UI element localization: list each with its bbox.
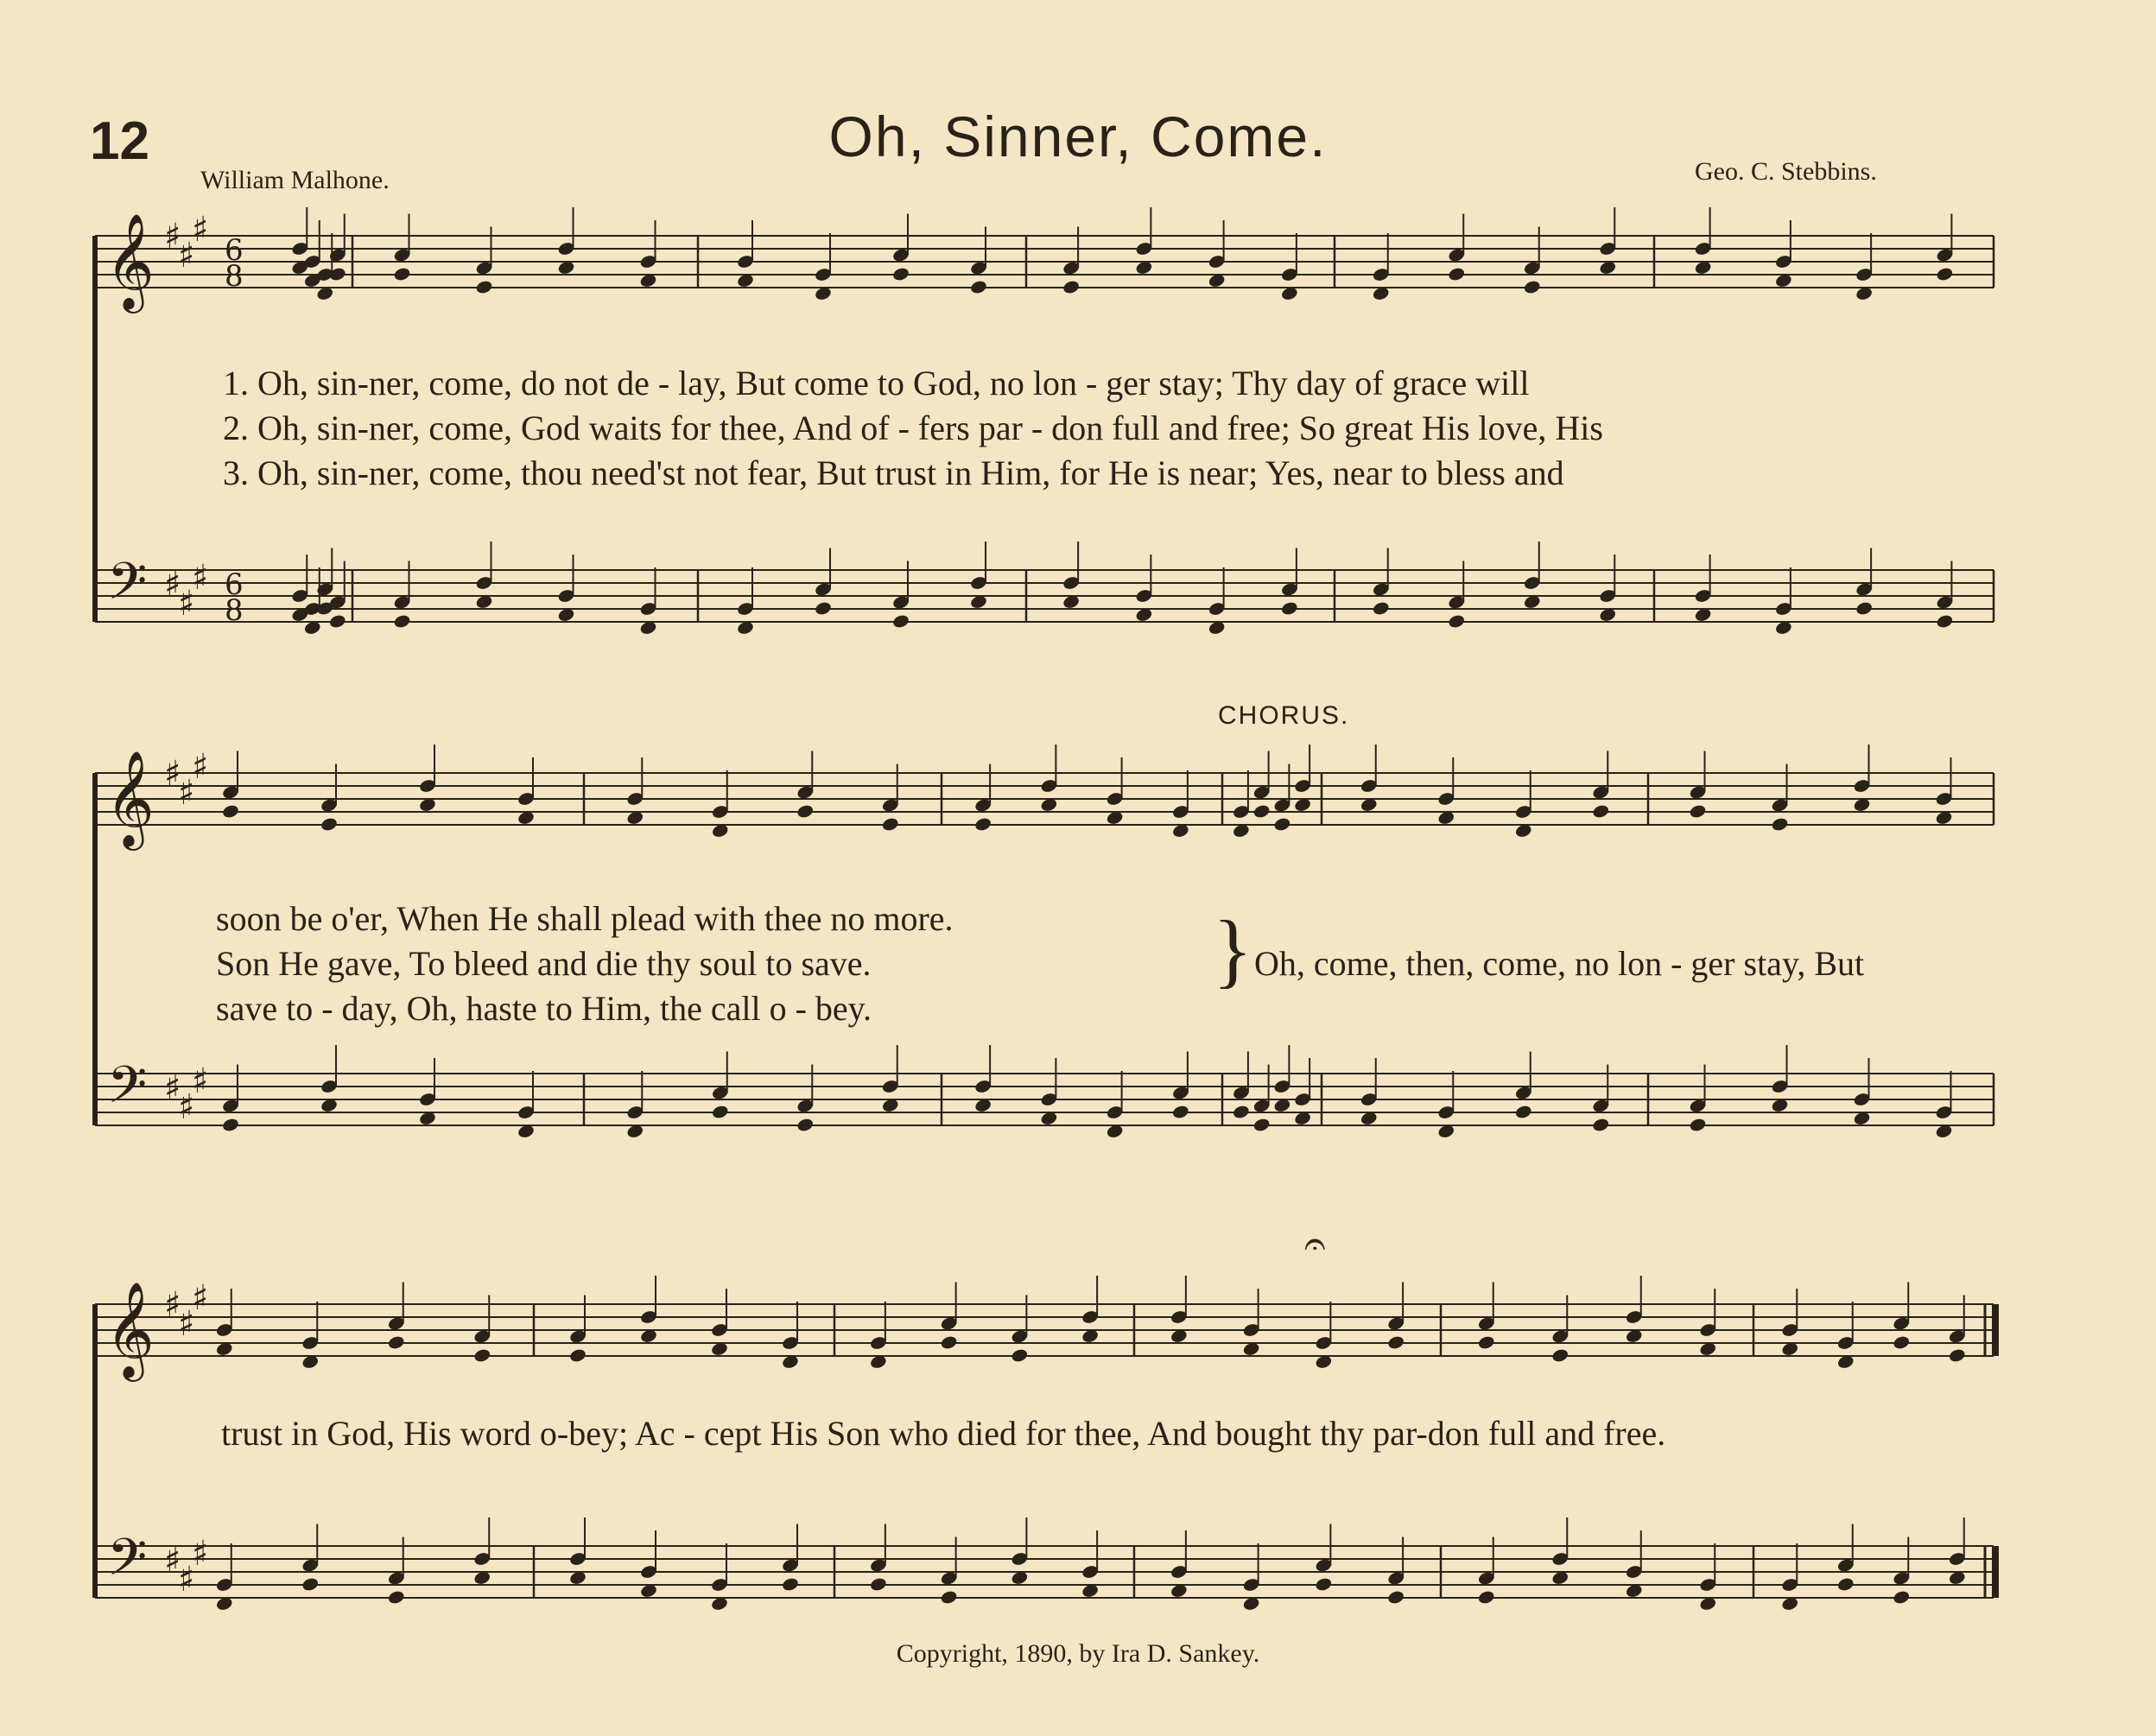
system-3-treble-notehead xyxy=(1551,1347,1569,1363)
system-3-bass-notehead xyxy=(387,1589,405,1605)
system-2-sharp-icon: ♯ xyxy=(164,1068,181,1108)
system-1-treble-notehead xyxy=(475,279,493,295)
lyric-verse-3-end: save to - day, Oh, haste to Him, the call o - bey. xyxy=(216,989,872,1028)
system-3-sharp-icon: ♯ xyxy=(164,1541,181,1581)
system-2-treble-notehead xyxy=(1252,803,1271,819)
system-3-sharp-icon: ♯ xyxy=(178,1304,195,1344)
system-3-treble-notehead xyxy=(1477,1334,1495,1350)
lyric-verse-1-end: soon be o'er, When He shall plead with thee no more. xyxy=(216,899,954,938)
system-2-treble-notehead xyxy=(1771,816,1789,832)
system-1-treble-notehead xyxy=(1062,279,1080,295)
lyric-verse-1: 1. Oh, sin-ner, come, do not de - lay, But come to God, no lon - ger stay; Thy day of grace will xyxy=(223,364,1530,402)
time-signature-top: 6 xyxy=(225,233,244,268)
time-signature-bottom: 8 xyxy=(225,259,244,294)
system-1-sharp-icon: ♯ xyxy=(192,210,209,250)
system-2-bass-notehead xyxy=(1171,1104,1189,1119)
system-2-sharp-icon: ♯ xyxy=(192,747,209,787)
lyric-chorus-1: Oh, come, then, come, no lon - ger stay, But xyxy=(1254,944,1865,983)
system-2-bass-notehead xyxy=(221,1117,239,1132)
system-2-bass-notehead xyxy=(796,1117,815,1132)
system-2-bass-notehead xyxy=(711,1104,729,1119)
system-3-bass-clef-icon: 𝄢 xyxy=(107,1527,148,1600)
system-3-bass-notehead xyxy=(1315,1576,1333,1592)
time-signature-bottom: 8 xyxy=(225,593,244,628)
system-3-sharp-icon: ♯ xyxy=(192,1278,209,1318)
system-2-treble-notehead xyxy=(1592,803,1610,819)
system-1-sharp-icon: ♯ xyxy=(164,565,181,605)
copyright-notice: Copyright, 1890, by Ira D. Sankey. xyxy=(896,1639,1260,1668)
system-2-sharp-icon: ♯ xyxy=(178,773,195,813)
system-1-treble-notehead xyxy=(1448,266,1466,282)
system-1-bass-clef-icon: 𝄢 xyxy=(107,551,148,624)
system-2-treble-notehead xyxy=(221,803,239,819)
system-2-treble-clef-icon: 𝄞 xyxy=(105,750,155,846)
system-2-treble-notehead xyxy=(1689,803,1707,819)
system-1-bass-notehead xyxy=(814,600,832,616)
system-1-bass-notehead xyxy=(1936,613,1954,629)
system-1-treble-notehead xyxy=(969,279,987,295)
lyric-verse-2: 2. Oh, sin-ner, come, God waits for thee, And of - fers par - don full and free; So great His love, His xyxy=(223,409,1603,447)
system-3-bass-notehead xyxy=(1477,1589,1495,1605)
system-1-sharp-icon: ♯ xyxy=(164,217,181,257)
chorus-label: CHORUS. xyxy=(1218,701,1350,730)
system-3-bass-notehead xyxy=(781,1576,799,1592)
system-2-bass-notehead xyxy=(1252,1117,1271,1132)
system-1-bass-notehead xyxy=(891,613,910,629)
system-2-treble-notehead xyxy=(796,803,815,819)
lyric-chorus-2: trust in God, His word o-bey; Ac - cept His Son who died for thee, And bought thy par-don full and free. xyxy=(221,1414,1666,1453)
system-2-treble-notehead xyxy=(320,816,338,832)
system-1-treble-notehead xyxy=(891,266,910,282)
system-1-sharp-icon: ♯ xyxy=(178,236,195,276)
system-3-bass-notehead xyxy=(1893,1589,1911,1605)
system-1-bass-notehead xyxy=(393,613,411,629)
system-3-bass-notehead xyxy=(301,1576,320,1592)
system-3-treble-notehead xyxy=(1948,1347,1966,1363)
system-3-treble-notehead xyxy=(1011,1347,1029,1363)
hymn-title: Oh, Sinner, Come. xyxy=(828,105,1328,168)
system-1-treble-notehead xyxy=(1936,266,1954,282)
composer-credit: Geo. C. Stebbins. xyxy=(1695,157,1877,186)
system-2-bass-notehead xyxy=(1689,1117,1707,1132)
system-2-treble-notehead xyxy=(881,816,899,832)
system-3-treble-notehead xyxy=(1386,1334,1405,1350)
system-3-treble-notehead xyxy=(387,1334,405,1350)
system-1-treble-clef-icon: 𝄞 xyxy=(105,212,155,309)
system-2-bass-notehead xyxy=(1514,1104,1532,1119)
system-3-treble-clef-icon: 𝄞 xyxy=(105,1281,155,1378)
system-1-treble-notehead xyxy=(1523,279,1541,295)
system-2-treble-notehead xyxy=(973,816,992,832)
system-1-sharp-icon: ♯ xyxy=(178,584,195,624)
system-3-bass-notehead xyxy=(1386,1589,1405,1605)
lyric-verse-3: 3. Oh, sin-ner, come, thou need'st not fear, But trust in Him, for He is near; Yes, near to bless and xyxy=(223,453,1564,492)
system-1-sharp-icon: ♯ xyxy=(192,558,209,598)
system-1-bass-notehead xyxy=(328,613,346,629)
system-2-sharp-icon: ♯ xyxy=(192,1061,209,1101)
system-3-sharp-icon: ♯ xyxy=(192,1534,209,1574)
verse-brace: } xyxy=(1213,903,1253,996)
system-3-bass-notehead xyxy=(940,1589,958,1605)
system-3-sharp-icon: ♯ xyxy=(164,1285,181,1325)
system-2-sharp-icon: ♯ xyxy=(164,754,181,794)
system-1-bass-notehead xyxy=(1855,600,1873,616)
system-1-bass-notehead xyxy=(1448,613,1466,629)
fermata-icon: 𝄐 xyxy=(1304,1222,1326,1266)
system-2-bass-notehead xyxy=(1592,1117,1610,1132)
system-2-treble-notehead xyxy=(1273,816,1291,832)
system-3-sharp-icon: ♯ xyxy=(178,1560,195,1600)
system-3-treble-notehead xyxy=(473,1347,491,1363)
system-3-treble-notehead xyxy=(1893,1334,1911,1350)
lyric-verse-2-end: Son He gave, To bleed and die thy soul to save. xyxy=(216,944,872,983)
time-signature-top: 6 xyxy=(225,567,244,602)
system-2-bass-notehead xyxy=(1232,1104,1250,1119)
system-1-treble-notehead xyxy=(393,266,411,282)
system-2-bass-clef-icon: 𝄢 xyxy=(107,1055,148,1127)
system-3-bass-notehead xyxy=(1836,1576,1855,1592)
system-3-treble-notehead xyxy=(940,1334,958,1350)
system-1-bass-notehead xyxy=(1372,600,1390,616)
lyricist-credit: William Malhone. xyxy=(200,166,390,194)
system-3-treble-notehead xyxy=(568,1347,587,1363)
system-1-bass-notehead xyxy=(1280,600,1298,616)
system-2-sharp-icon: ♯ xyxy=(178,1087,195,1127)
system-3-bass-notehead xyxy=(869,1576,887,1592)
page-number: 12 xyxy=(90,111,149,171)
